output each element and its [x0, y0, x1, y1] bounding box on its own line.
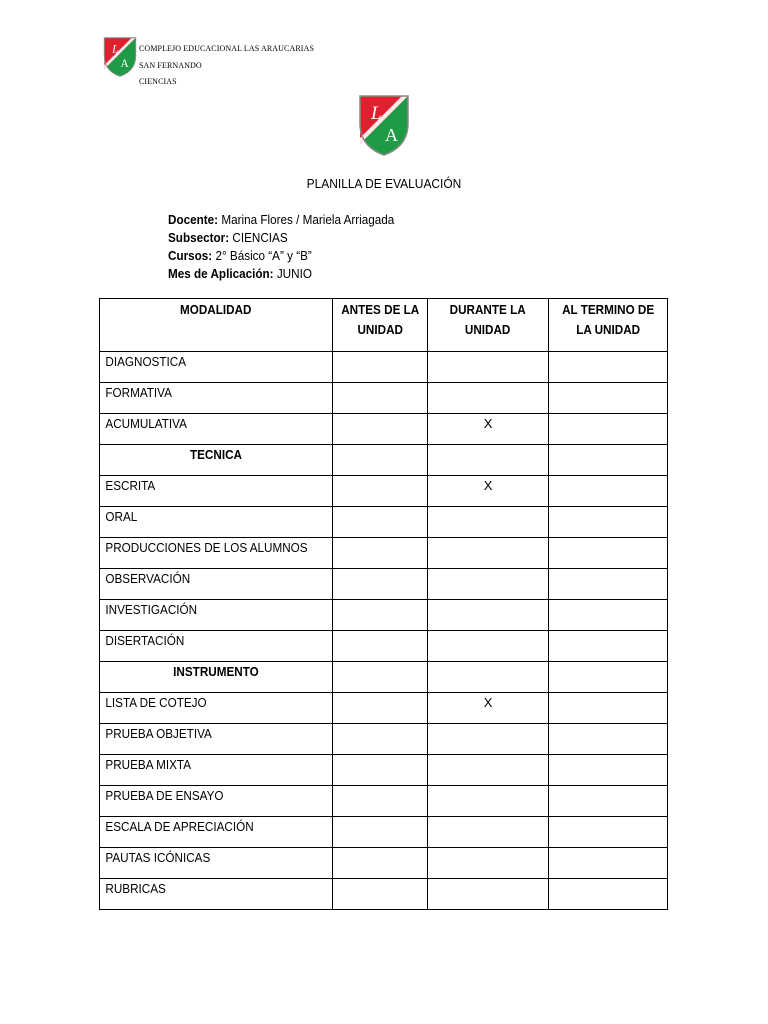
durante-cell [428, 383, 548, 414]
section-label: TECNICA [189, 447, 242, 462]
termino-cell [548, 414, 667, 445]
mark-value [428, 538, 547, 540]
mark-value [428, 755, 547, 757]
mark-value [428, 817, 547, 819]
row-label: LISTA DE COTEJO [105, 695, 207, 710]
durante-cell [428, 507, 548, 538]
durante-cell [428, 476, 548, 507]
row-label-cell [100, 786, 333, 817]
antes-cell [332, 414, 427, 445]
table-row [100, 817, 668, 848]
row-label: DISERTACIÓN [105, 633, 185, 648]
durante-cell [428, 693, 548, 724]
row-label-cell [100, 538, 333, 569]
row-label-cell [100, 445, 333, 476]
table-row [100, 476, 668, 507]
termino-cell [548, 755, 667, 786]
table-row [100, 693, 668, 724]
row-label: PRUEBA OBJETIVA [105, 726, 212, 741]
row-label-cell [100, 383, 333, 414]
mark-value [333, 631, 427, 633]
mark-value [333, 538, 427, 540]
antes-cell [332, 538, 427, 569]
school-header [139, 41, 314, 91]
mark-value [333, 662, 427, 664]
crest-letter-a: A [385, 125, 398, 145]
subsector-value: CIENCIAS [232, 230, 288, 245]
header-durante: DURANTE LA UNIDAD [428, 299, 548, 352]
termino-cell [548, 724, 667, 755]
crest-letter-l: L [112, 42, 119, 56]
termino-cell [548, 693, 667, 724]
header-termino: AL TERMINO DE LA UNIDAD [548, 299, 667, 352]
row-label: ESCRITA [105, 478, 156, 493]
section-row [100, 445, 668, 476]
row-label-cell [100, 724, 333, 755]
mark-value [549, 662, 667, 664]
termino-cell [548, 786, 667, 817]
evaluation-meta [168, 211, 419, 283]
row-label: PRODUCCIONES DE LOS ALUMNOS [105, 540, 308, 555]
antes-cell [332, 879, 427, 910]
mark-value [428, 724, 547, 726]
termino-cell [548, 662, 667, 693]
mark-value [428, 848, 547, 850]
mark-value [428, 352, 547, 354]
termino-cell [548, 507, 667, 538]
row-label-cell [100, 848, 333, 879]
antes-cell [332, 724, 427, 755]
row-label-cell [100, 693, 333, 724]
table-row [100, 755, 668, 786]
antes-cell [332, 755, 427, 786]
mark-value [428, 507, 547, 509]
section-row [100, 662, 668, 693]
antes-cell [332, 693, 427, 724]
durante-cell [428, 879, 548, 910]
termino-cell [548, 445, 667, 476]
mark-value [428, 879, 547, 881]
mark-value [549, 693, 667, 695]
mark-value [333, 693, 427, 695]
table-row [100, 352, 668, 383]
crest-letter-l: L [371, 103, 382, 124]
mark-value [428, 383, 547, 385]
section-label: INSTRUMENTO [173, 664, 259, 679]
antes-cell [332, 786, 427, 817]
subsector-label: Subsector: [168, 230, 230, 245]
table-row [100, 538, 668, 569]
mark-value [428, 631, 547, 633]
mark-value [333, 445, 427, 447]
table-row [100, 569, 668, 600]
mes-row [168, 265, 394, 283]
mark-value: X [483, 416, 493, 431]
termino-cell [548, 817, 667, 848]
antes-cell [332, 445, 427, 476]
termino-cell [548, 848, 667, 879]
mark-value [549, 383, 667, 385]
row-label-cell [100, 879, 333, 910]
mark-value [333, 724, 427, 726]
row-label-cell [100, 600, 333, 631]
antes-cell [332, 352, 427, 383]
mark-value [549, 755, 667, 757]
durante-cell [428, 352, 548, 383]
evaluation-table [99, 298, 668, 910]
docente-value: Marina Flores / Mariela Arriagada [221, 212, 395, 227]
row-label-cell [100, 414, 333, 445]
mark-value [333, 600, 427, 602]
mark-value [549, 445, 667, 447]
mark-value [549, 414, 667, 416]
subsector-row [168, 229, 394, 247]
table-row [100, 383, 668, 414]
row-label: PRUEBA MIXTA [105, 757, 192, 772]
mark-value [549, 786, 667, 788]
mark-value [549, 569, 667, 571]
header-modalidad: MODALIDAD [100, 299, 333, 352]
row-label-cell [100, 631, 333, 662]
mes-label: Mes de Aplicación: [168, 266, 274, 281]
durante-cell [428, 817, 548, 848]
durante-cell [428, 786, 548, 817]
termino-cell [548, 352, 667, 383]
page-title: PLANILLA DE EVALUACIÓN [306, 176, 462, 191]
mark-value: X [483, 695, 493, 710]
docente-label: Docente: [168, 212, 219, 227]
row-label-cell [100, 569, 333, 600]
row-label-cell [100, 352, 333, 383]
mark-value [549, 538, 667, 540]
row-label: INVESTIGACIÓN [105, 602, 198, 617]
mark-value [333, 414, 427, 416]
antes-cell [332, 817, 427, 848]
mark-value [549, 817, 667, 819]
antes-cell [332, 600, 427, 631]
docente-row [168, 211, 394, 229]
school-crest-large [358, 94, 410, 157]
mark-value [333, 786, 427, 788]
row-label-cell [100, 755, 333, 786]
crest-letter-a: A [120, 58, 129, 71]
mark-value [549, 724, 667, 726]
termino-cell [548, 879, 667, 910]
mark-value [549, 631, 667, 633]
row-label: PRUEBA DE ENSAYO [105, 788, 224, 803]
mark-value [333, 755, 427, 757]
termino-cell [548, 569, 667, 600]
antes-cell [332, 662, 427, 693]
termino-cell [548, 383, 667, 414]
antes-cell [332, 569, 427, 600]
row-label: ESCALA DE APRECIACIÓN [105, 819, 254, 834]
mark-value [333, 848, 427, 850]
row-label-cell [100, 662, 333, 693]
mark-value [333, 352, 427, 354]
termino-cell [548, 538, 667, 569]
antes-cell [332, 383, 427, 414]
mark-value [428, 600, 547, 602]
mark-value [333, 476, 427, 478]
mes-value: JUNIO [276, 266, 312, 281]
row-label: RUBRICAS [105, 881, 166, 896]
row-label: OBSERVACIÓN [105, 571, 191, 586]
row-label-cell [100, 507, 333, 538]
mark-value [549, 600, 667, 602]
row-label-cell [100, 817, 333, 848]
durante-cell [428, 445, 548, 476]
mark-value [428, 569, 547, 571]
table-row [100, 879, 668, 910]
cursos-label: Cursos: [168, 248, 213, 263]
header-antes: ANTES DE LA UNIDAD [332, 299, 427, 352]
durante-cell [428, 755, 548, 786]
mark-value [333, 569, 427, 571]
row-label: ACUMULATIVA [105, 416, 187, 431]
school-crest-small [103, 36, 137, 78]
antes-cell [332, 476, 427, 507]
mark-value [549, 848, 667, 850]
durante-cell [428, 631, 548, 662]
mark-value [549, 476, 667, 478]
row-label: PAUTAS ICÓNICAS [105, 850, 211, 865]
mark-value [549, 507, 667, 509]
mark-value [428, 662, 547, 664]
durante-cell [428, 600, 548, 631]
row-label: DIAGNOSTICA [105, 354, 187, 369]
table-row [100, 600, 668, 631]
antes-cell [332, 507, 427, 538]
row-label-cell [100, 476, 333, 507]
cursos-value: 2° Básico “A” y “B” [215, 248, 312, 263]
table-header-row [100, 299, 668, 352]
row-label: ORAL [105, 509, 138, 524]
table-row [100, 414, 668, 445]
mark-value [549, 879, 667, 881]
termino-cell [548, 476, 667, 507]
mark-value: X [483, 478, 493, 493]
durante-cell [428, 662, 548, 693]
durante-cell [428, 848, 548, 879]
termino-cell [548, 600, 667, 631]
school-city: SAN FERNANDO [139, 60, 202, 70]
row-label: FORMATIVA [105, 385, 172, 400]
mark-value [333, 507, 427, 509]
mark-value [333, 817, 427, 819]
table-row [100, 848, 668, 879]
table-row [100, 507, 668, 538]
table-row [100, 631, 668, 662]
mark-value [428, 786, 547, 788]
school-area: CIENCIAS [139, 77, 177, 86]
mark-value [333, 383, 427, 385]
durante-cell [428, 538, 548, 569]
cursos-row [168, 247, 394, 265]
termino-cell [548, 631, 667, 662]
mark-value [333, 879, 427, 881]
table-row [100, 786, 668, 817]
durante-cell [428, 569, 548, 600]
durante-cell [428, 414, 548, 445]
mark-value [428, 445, 547, 447]
table-row [100, 724, 668, 755]
antes-cell [332, 848, 427, 879]
mark-value [549, 352, 667, 354]
durante-cell [428, 724, 548, 755]
school-name: COMPLEJO EDUCACIONAL LAS ARAUCARIAS [139, 44, 314, 53]
antes-cell [332, 631, 427, 662]
